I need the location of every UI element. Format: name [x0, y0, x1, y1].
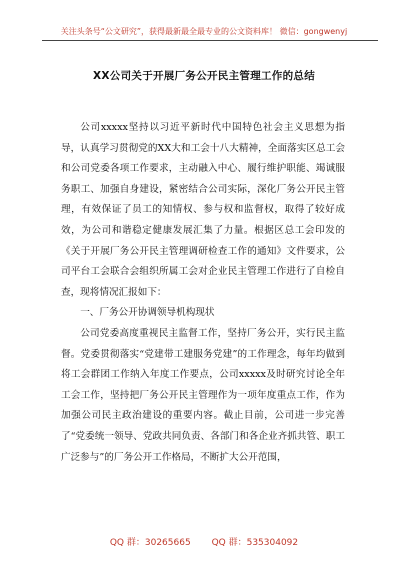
paragraph-section-1: 公司党委高度重视民主监督工作，坚持厂务公开，实行民主监督。党委贯彻落实“党建带工建服务党建”的工作理念，每年均做到将工会群团工作纳入年度工作要点，公司xxxxx及时研究讨论全年工会工作，坚持把厂务公开民主管理作为一项年度重点工作，作为加强公司民主政治建设的重要内容。截止目前，公司进一步完善了“党委统一领导、党政共同负责、各部门和各企业齐抓共管、职工广泛参与”的厂务公开工作格局，不断扩大公开范围， — [61, 327, 345, 463]
footer-contact — [0, 535, 408, 548]
section-heading: 一、厂务公开协调领导机构现状 — [80, 307, 215, 319]
document-body — [61, 118, 345, 468]
header-divider — [42, 40, 378, 41]
header-notice: 关注头条号“公文研究”，获得最新最全最专业的公文资料库！ 微信：gongwenyj — [60, 27, 348, 36]
footer-qq-group-2: QQ 群：535304092 — [211, 538, 299, 548]
document-title: XX公司关于开展厂务公开民主管理工作的总结 — [93, 70, 315, 82]
paragraph-intro: 公司xxxxx坚持以习近平新时代中国特色社会主义思想为指导，认真学习贯彻党的XX大和工会十八大精神，全面落实区总工会和公司党委各项工作要求，主动融入中心、履行维护职能、竭诚服务职工、加强自身建设，紧密结合公司实际，深化厂务公开民主管理，有效保证了员工的知情权、参与权和监督权，取得了较好成效，为公司和谐稳定健康发展汇集了力量。根据区总工会印发的《关于开展厂务公开民主管理调研检查工作的通知》文件要求，公司平台工会联合会组织所属工会对企业民主管理工作进行了自检自查，现将情况汇报如下： — [61, 122, 345, 298]
footer-qq-group-1: QQ 群：30265665 — [109, 538, 191, 548]
